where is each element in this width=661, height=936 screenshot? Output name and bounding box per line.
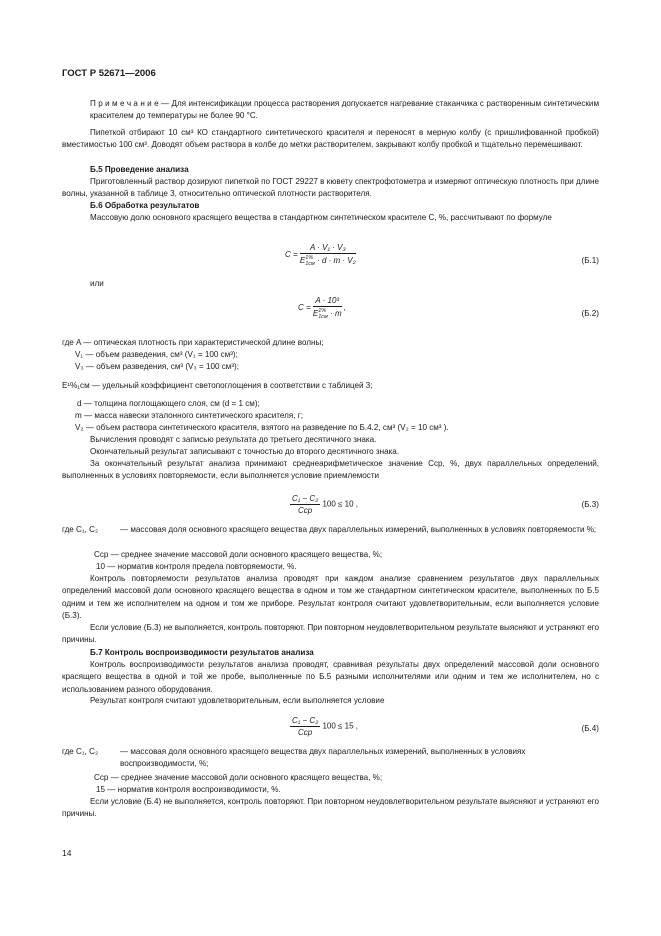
paragraph-b5: Приготовленный раствор дозируют пипеткой по ГОСТ 29227 в кювету спектрофотометра и измеряют оптическую плотность при длине волны, указанной в таблице 3, относительно оптической плотности растворителя. (62, 177, 599, 199)
equation-b4-denominator: Cср (298, 728, 313, 737)
note (90, 98, 599, 123)
definition-Ccp-b4: Cср — среднее значение массовой доли основного красящего вещества, %; (94, 773, 383, 782)
paragraph-ifnot-2: Если условие (Б.4) не выполняется, контроль повторяют. При повторном неудовлетворительном результате выясняют и устраняют его причины. (62, 797, 599, 819)
or-word: или (90, 279, 104, 288)
paragraph-final: За окончательный результат анализа принимают среднеарифметическое значение Сср, %, двух параллельных определений, выполненных в условиях повторяемости, если выполняется условие приемлемости (62, 459, 599, 481)
equation-b1 (285, 243, 356, 267)
definition-15: 15 — норматив контроля воспроизводимости, %. (96, 785, 281, 794)
equation-b4-numerator: C₁ − C₂ (292, 716, 319, 725)
definition-C1C2-b4: где C₁, C₂ — массовая доля основного красящего вещества двух параллельных измерений, выполненных в условиях воспроизводимости, %; (62, 747, 526, 768)
paragraph-b7-condition: Результат контроля считают удовлетворительным, если выполняется условие (90, 696, 385, 705)
definition-V2: V₂ — объем раствора синтетического красителя, взятого на разведение по Б.4.2, см³ (V₂ = 10 см³ ). (75, 423, 449, 432)
definition-10: 10 — норматив контроля предела повторяемости, %. (96, 562, 297, 571)
equation-b2: C = A · 10³ E 1% 1см · m , (298, 296, 347, 320)
equation-b4 (290, 716, 358, 737)
definition-A: где A — оптическая плотность при характеристической длине волны; (62, 338, 324, 347)
page-number: 14 (62, 848, 72, 858)
definition-m: m — масса навески эталонного синтетического красителя, г; (75, 411, 303, 420)
equation-b2-lhs: C = (298, 303, 311, 313)
equation-b2-denominator: E 1% 1см · m (312, 308, 342, 320)
equation-b3-denominator: Cср (298, 506, 313, 515)
definition-V1: V₁ — объем разведения, см³ (V₁ = 100 см³); (75, 350, 238, 359)
definition-V3: V₃ — объем разведения, см³ (V₃ = 100 см³); (75, 362, 239, 371)
equation-b4-number: (Б.4) (581, 724, 599, 733)
paragraph-pipette: Пипеткой отбирают 10 см³ КО стандартного синтетического красителя и переносят в мерную колбу (с пришлифованной пробкой) вместимостью 100 см³. Доводят объем раствора в колбе до метки растворителем, закрывают колбу пробкой и тщательно перемешивают. (62, 128, 599, 150)
paragraph-ifnot-1: Если условие (Б.3) не выполняется, контроль повторяют. При повторном неудовлетворительном результате выясняют и устраняют его причины. (62, 623, 599, 645)
paragraph-calc1: Вычисления проводят с записью результата до третьего десятичного знака. (90, 435, 377, 444)
paragraph-calc2: Окончательный результат записывают с точностью до второго десятичного знака. (90, 447, 400, 456)
document-header: ГОСТ Р 52671—2006 (62, 68, 156, 79)
definition-E: E¹%₁см — удельный коэффициент светопоглощения в соответствии с таблицей 3; (62, 381, 373, 390)
equation-b3 (290, 494, 358, 515)
equation-b1-denominator: E 1% 1см · d · m · V₂ (299, 255, 356, 267)
equation-b1-number: (Б.1) (581, 256, 599, 265)
paragraph-control: Контроль повторяемости результатов анализа проводят при каждом анализе сравнением результатов двух параллельных определений массовой доли основного красящего вещества в одном и том же стандартном синтетическом красителе, выполненных по Б.5 одним и тем же исполнителем на одном и том же приборе. Результат контроля считают удовлетворительным, если выполняется условие (Б.3). (62, 574, 599, 620)
section-heading-b5: Б.5 Проведение анализа (90, 165, 189, 174)
definition-d: d — толщина поглощающего слоя, см (d = 1 см); (77, 399, 260, 408)
note-lead: П р и м е ч а н и е — (90, 99, 170, 108)
paragraph-b7: Контроль воспроизводимости результатов анализа проводят, сравнивая результаты двух определений массовой доли основного красящего вещества в одной и той же пробе, выполненные по Б.5 разными исполнителями или одним и тем же исполнителем, но с использованием разного оборудования. (62, 660, 599, 694)
equation-b3-numerator: C₁ − C₂ (292, 494, 319, 503)
paragraph-b6: Массовую долю основного красящего вещества в стандартном синтетическом красителе С, %, рассчитывают по формуле (90, 213, 552, 222)
equation-b2-numerator: A · 10³ (313, 296, 342, 307)
equation-b1-lhs: C = (285, 250, 298, 260)
equation-b2-number: (Б.2) (581, 309, 599, 318)
equation-b3-number: (Б.3) (581, 500, 599, 509)
definition-Ccp-b3: Cср — среднее значение массовой доли основного красящего вещества, %; (94, 550, 383, 559)
definition-C1C2-b3: где C₁, C₂ — массовая доля основного красящего вещества двух параллельных измерений, выполненных в условиях повторяемости %; (62, 525, 597, 534)
equation-b4-rest: 100 ≤ 15 , (322, 721, 359, 731)
equation-b1-numerator: A · V₁ · V₃ (300, 243, 356, 254)
equation-b3-rest: 100 ≤ 10 , (322, 499, 359, 509)
note-text: Для интенсификации процесса растворения допускается нагревание стаканчика с растворенным синтетическим красителем до температуры не более 90 °С. (90, 99, 600, 121)
section-heading-b7: Б.7 Контроль воспроизводимости результатов анализа (90, 648, 314, 657)
section-heading-b6: Б.6 Обработка результатов (90, 201, 200, 210)
